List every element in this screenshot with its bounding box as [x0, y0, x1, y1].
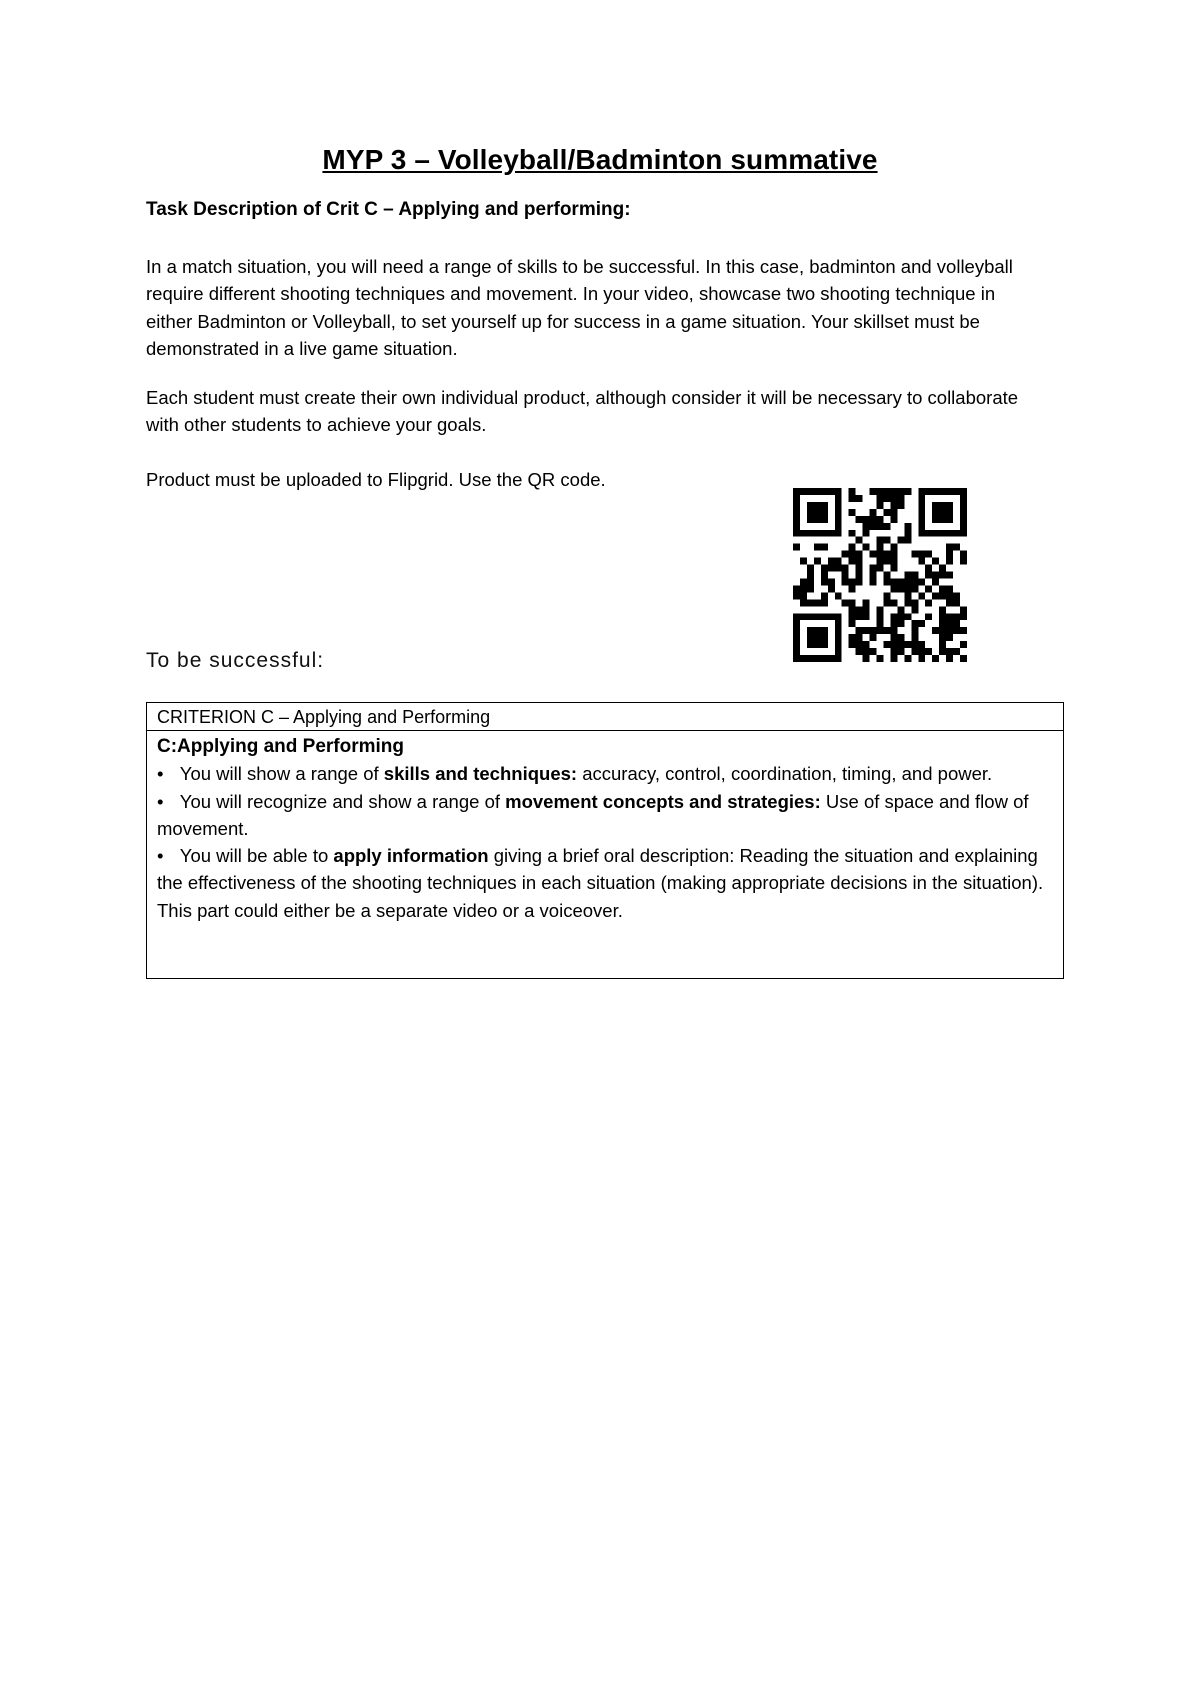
bullet-text: accuracy, control, coordination, timing, and power. [577, 763, 993, 785]
page-title: MYP 3 – Volleyball/Badminton summative [322, 144, 878, 175]
criterion-table [146, 702, 1064, 979]
to-be-successful-label: To be successful: [146, 649, 325, 672]
task-paragraph-3: Product must be uploaded to Flipgrid. Use the QR code. [146, 469, 606, 490]
criterion-bullet-1 [157, 760, 1053, 787]
task-paragraph-2: Each student must create their own individual product, although consider it will be necessary to collaborate with other students to achieve your goals. [146, 387, 1019, 436]
qr-code-icon [793, 488, 967, 662]
bullet-bold-text: apply information [333, 845, 489, 867]
bullet-icon: • [157, 763, 164, 785]
criterion-bullet-2 [157, 788, 1053, 843]
bullet-text: You will show a range of [175, 763, 384, 785]
bullet-text: You will be able to [175, 845, 334, 867]
bullet-icon: • [157, 845, 164, 867]
bullet-text: giving a brief oral description: Reading the situation and explaining the effectiveness of the shooting techniques in each situation (making appropriate decisions in the situation). This part could either be a separate video or a voiceover. [157, 845, 1044, 921]
task-heading: Task Description of Crit C – Applying and performing: [146, 199, 631, 220]
bullet-text: You will recognize and show a range of [175, 790, 506, 812]
bullet-text: Use of space and flow of movement. [157, 790, 1029, 839]
bullet-bold-text: skills and techniques: [383, 763, 578, 785]
criterion-bullet-3 [157, 842, 1053, 924]
criterion-header: CRITERION C – Applying and Performing [147, 703, 1063, 731]
task-paragraph-1: In a match situation, you will need a range of skills to be successful. In this case, badminton and volleyball require different shooting techniques and movement. In your video, showcase two shooting technique in either Badminton or Volleyball, to set yourself up for success in a game situation. Your skillset must be demonstrated in a live game situation. [146, 256, 1013, 359]
criterion-subheading: C:Applying and Performing [157, 736, 404, 757]
bullet-icon: • [157, 790, 164, 812]
bullet-bold-text: movement concepts and strategies: [505, 790, 821, 812]
criterion-body [147, 731, 1063, 924]
